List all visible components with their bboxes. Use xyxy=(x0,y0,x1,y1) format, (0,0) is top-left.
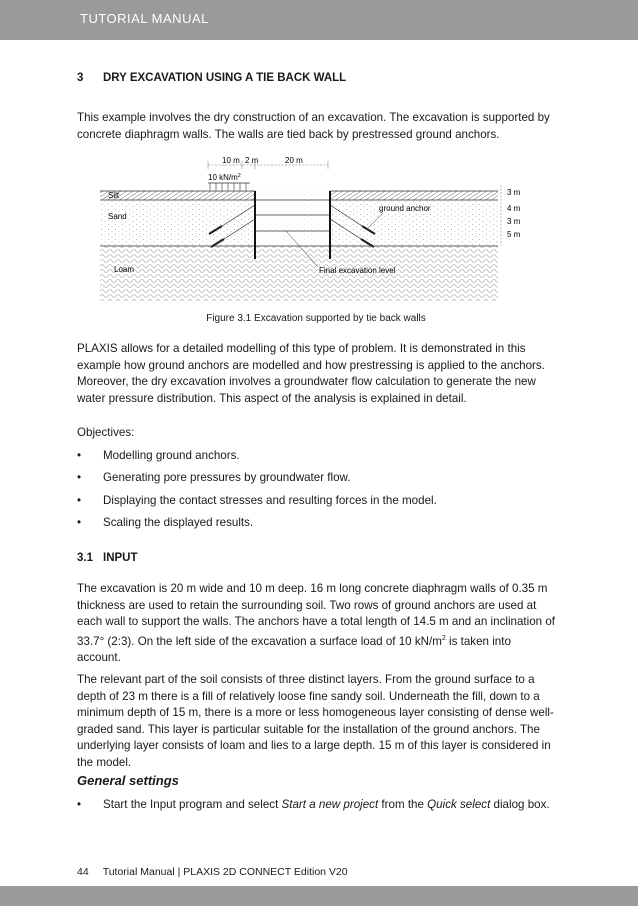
objectives-block xyxy=(77,425,555,538)
section-title: DRY EXCAVATION USING A TIE BACK WALL xyxy=(103,72,347,84)
page-footer xyxy=(77,866,348,878)
subsection-heading xyxy=(77,552,138,564)
loam-label: Loam xyxy=(114,265,135,274)
list-item: • Scaling the displayed results. xyxy=(77,516,254,529)
objectives-label: Objectives: xyxy=(77,426,135,439)
excavation-level-label: Final excavation level xyxy=(319,266,396,275)
page-number: 44 xyxy=(77,866,89,878)
footer-title: Tutorial Manual | PLAXIS 2D CONNECT Edition V20 xyxy=(102,866,348,878)
plaxis-paragraph-block xyxy=(77,341,555,407)
section-heading xyxy=(77,72,346,84)
intro-paragraph: This example involves the dry construction of an excavation. The excavation is supported by concrete diaphragm walls. The walls are tied back by prestressed ground anchors. xyxy=(77,111,550,141)
dim-2m-label: 2 m xyxy=(245,156,259,165)
plaxis-paragraph: PLAXIS allows for a detailed modelling of this type of problem. It is demonstrated in this example how ground anchors are modelled and how prestressing is applied to the anchors. Moreover, the dry excavation involves a groundwater flow calculation to generate the new water pressure distribution. This aspect of the analysis is explained in detail. xyxy=(77,342,545,405)
dim-10m-label: 10 m xyxy=(222,156,240,165)
silt-label: Silt xyxy=(108,191,120,200)
excavation-zone xyxy=(257,191,328,246)
header-title: TUTORIAL MANUAL xyxy=(80,11,209,26)
depth-5m-label: 5 m xyxy=(507,230,521,239)
silt-layer-right xyxy=(330,191,498,200)
list-item: • Displaying the contact stresses and resulting forces in the model. xyxy=(77,493,437,507)
list-item: • Generating pore pressures by groundwater flow. xyxy=(77,471,351,484)
depth-3m-a-label: 3 m xyxy=(507,188,521,197)
figure-caption: Figure 3.1 Excavation supported by tie back walls xyxy=(206,313,426,324)
input-paragraph-1: The excavation is 20 m wide and 10 m deep. 16 m long concrete diaphragm walls of 0.35 m thickness are used to retain the surrounding soil. Two rows of ground anchors are used at each wall to support the walls. The anchors have a total length of 14.5 m and an inclination of 33.7° (2:3). On the left side of the excavation a surface load of 10 $kN/m^2$ is taken into account. xyxy=(77,582,556,664)
loam-layer xyxy=(100,246,498,301)
excavation-diagram xyxy=(100,153,521,303)
sand-label: Sand xyxy=(108,212,127,221)
input-paragraphs xyxy=(77,581,555,771)
input-paragraph-2: The relevant part of the soil consists of three distinct layers. From the ground surface to a depth of 23 m there is a fill of relatively loose fine sandy soil. Underneath the fill, down to a minimum depth of 15 m, there is a more or less homogeneous layer consisting of dense well-graded sand. This layer is particular suitable for the installation of the ground anchors. The underlying layer consists of loam and lies to a large depth. 15 m of this layer is considered in the model. xyxy=(77,673,554,769)
load-label: 10 kN/m xyxy=(208,173,238,182)
depth-3m-b-label: 3 m xyxy=(507,217,521,226)
subsection-title: INPUT xyxy=(103,552,138,564)
list-item: • Start the Input program and select Start a new project from the Quick select dialog box. xyxy=(77,798,550,811)
sand-layer-left xyxy=(100,200,255,246)
intro-paragraph-block xyxy=(77,110,555,143)
depth-4m-label: 4 m xyxy=(507,204,521,213)
surface-load xyxy=(208,173,250,190)
objectives-list xyxy=(77,448,555,532)
silt-layer-left xyxy=(100,191,255,200)
svg-text:10 kN/m2 xyxy=(208,173,241,182)
dim-20m-label: 20 m xyxy=(285,156,303,165)
subsection-number: 3.1 xyxy=(77,552,93,564)
ground-anchor-label: ground anchor xyxy=(379,204,431,213)
load-sup: 2 xyxy=(237,173,241,179)
general-settings-list xyxy=(77,797,555,813)
footer-bar xyxy=(0,886,638,906)
list-item: • Modelling ground anchors. xyxy=(77,448,240,462)
section-number: 3 xyxy=(77,72,84,84)
depth-dimensions xyxy=(501,185,521,246)
excavation-figure xyxy=(100,153,521,303)
dimension-lines xyxy=(208,156,328,169)
general-settings-heading: General settings xyxy=(77,773,179,788)
general-settings-block xyxy=(77,797,555,820)
page-header xyxy=(0,0,638,40)
